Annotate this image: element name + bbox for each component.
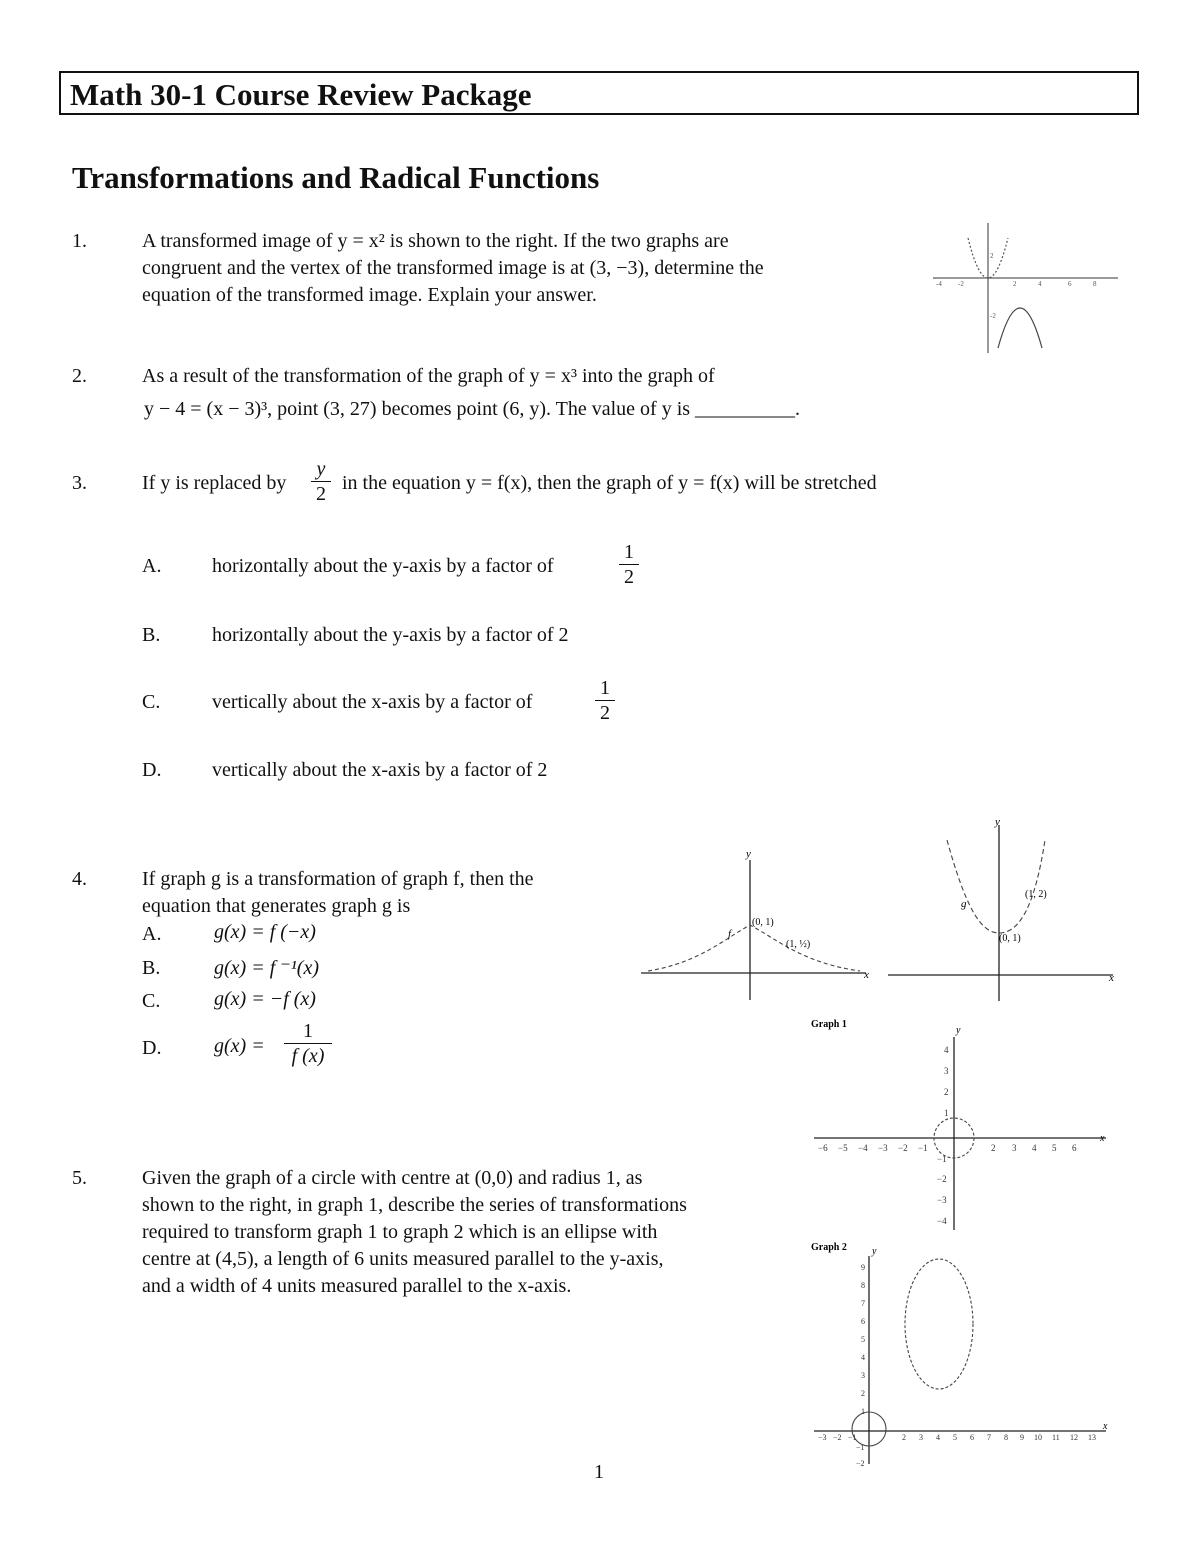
svg-text:−4: −4 (937, 1216, 947, 1226)
q3-option-a-letter: A. (142, 555, 162, 577)
svg-text:-2: -2 (958, 280, 964, 288)
q5-number: 5. (72, 1167, 87, 1189)
q2-number: 2. (72, 365, 87, 387)
q1-line-3: equation of the transformed image. Explain your answer. (142, 284, 597, 306)
svg-text:5: 5 (1052, 1143, 1057, 1153)
svg-text:2: 2 (991, 1143, 996, 1153)
title-box (59, 71, 1139, 115)
svg-text:4: 4 (861, 1353, 865, 1362)
q4-option-d-fraction (284, 1020, 332, 1067)
graph-2-x-label: x (1103, 1421, 1108, 1432)
svg-text:−3: −3 (818, 1433, 827, 1442)
q4-option-d-frac-den: f (x) (291, 1045, 325, 1067)
svg-text:2: 2 (990, 252, 994, 260)
svg-text:3: 3 (944, 1066, 949, 1076)
q3-frac-den: 2 (316, 483, 326, 505)
svg-text:−3: −3 (937, 1195, 947, 1205)
graph-g-point-2: (0, 1) (999, 933, 1021, 944)
svg-text:2: 2 (902, 1433, 906, 1442)
svg-text:5: 5 (953, 1433, 957, 1442)
svg-text:4: 4 (1032, 1143, 1037, 1153)
svg-text:−4: −4 (858, 1143, 868, 1153)
svg-text:5: 5 (861, 1335, 865, 1344)
q4-option-c-letter: C. (142, 990, 161, 1012)
graph-1-y-label: y (956, 1025, 961, 1036)
svg-text:6: 6 (970, 1433, 974, 1442)
q3-option-c-frac-num: 1 (600, 677, 610, 699)
q3-option-d-letter: D. (142, 759, 162, 781)
svg-text:4: 4 (944, 1045, 949, 1055)
q3-stem-fraction (311, 458, 331, 505)
graph-2-y-label: y (872, 1246, 877, 1257)
svg-text:2: 2 (861, 1389, 865, 1398)
svg-text:3: 3 (919, 1433, 923, 1442)
q3-option-c-frac-den: 2 (600, 702, 610, 724)
graph-g-point-1: (1, 2) (1025, 889, 1047, 900)
q5-graph-1 (806, 1015, 1112, 1233)
svg-text:−1: −1 (856, 1443, 865, 1452)
svg-text:8: 8 (861, 1281, 865, 1290)
svg-text:13: 13 (1088, 1433, 1096, 1442)
q1-transformed-parabola (998, 308, 1042, 348)
svg-text:−2: −2 (898, 1143, 908, 1153)
graph-2-ellipse (905, 1259, 973, 1389)
q3-number: 3. (72, 472, 87, 494)
svg-text:4: 4 (1038, 280, 1042, 288)
svg-text:10: 10 (1034, 1433, 1042, 1442)
q3-stem-after: in the equation y = f(x), then the graph of y = f(x) will be stretched (342, 472, 877, 494)
q4-graph-g (885, 815, 1120, 1005)
q3-option-d-text: vertically about the x-axis by a factor of 2 (212, 759, 548, 781)
q3-option-c-letter: C. (142, 691, 161, 713)
q4-option-b-text: g(x) = f ⁻¹(x) (214, 957, 319, 979)
q4-number: 4. (72, 868, 87, 890)
graph-f-point-2: (1, ½) (786, 939, 811, 950)
svg-text:−5: −5 (838, 1143, 848, 1153)
svg-text:-4: -4 (936, 280, 942, 288)
page-number: 1 (594, 1461, 604, 1483)
svg-text:6: 6 (1072, 1143, 1077, 1153)
svg-text:−3: −3 (878, 1143, 888, 1153)
q5-line-5: and a width of 4 units measured parallel to the x-axis. (142, 1275, 572, 1297)
svg-text:−6: −6 (818, 1143, 828, 1153)
graph-g-y-label: y (995, 816, 1000, 828)
svg-text:6: 6 (861, 1317, 865, 1326)
q1-line-2: congruent and the vertex of the transformed image is at (3, −3), determine the (142, 257, 764, 279)
q2-line-2: y − 4 = (x − 3)³, point (3, 27) becomes point (6, y). The value of y is __________. (144, 398, 801, 420)
svg-text:−2: −2 (937, 1174, 947, 1184)
graph-f-point-1: (0, 1) (752, 917, 774, 928)
svg-text:8: 8 (1093, 280, 1097, 288)
graph-2-axes (814, 1256, 1106, 1464)
q4-option-d-letter: D. (142, 1037, 162, 1059)
q5-line-2: shown to the right, in graph 1, describe the series of transformations (142, 1194, 687, 1216)
svg-text:4: 4 (936, 1433, 940, 1442)
q4-graph-f (638, 845, 873, 1005)
graph-1-x-label: x (1100, 1133, 1105, 1144)
q1-tick-labels (936, 252, 1097, 320)
q3-option-b-text: horizontally about the y-axis by a factor of 2 (212, 624, 569, 646)
q4-option-d-frac-num: 1 (303, 1020, 313, 1042)
svg-text:−2: −2 (833, 1433, 842, 1442)
svg-text:1: 1 (861, 1407, 865, 1416)
q3-option-a-frac-den: 2 (624, 566, 634, 588)
q4-option-b-letter: B. (142, 957, 161, 979)
q3-option-a-text: horizontally about the y-axis by a factor of (212, 555, 554, 577)
svg-text:2: 2 (1013, 280, 1017, 288)
svg-text:7: 7 (861, 1299, 865, 1308)
graph-g-axes (888, 825, 1113, 1001)
graph-f-curve (648, 925, 860, 971)
q4-option-c-text: g(x) = −f (x) (214, 988, 316, 1010)
svg-text:−2: −2 (856, 1459, 865, 1468)
q3-option-b-letter: B. (142, 624, 161, 646)
svg-text:−1: −1 (937, 1154, 947, 1164)
q5-line-4: centre at (4,5), a length of 6 units measured parallel to the y-axis, (142, 1248, 664, 1270)
svg-text:9: 9 (1020, 1433, 1024, 1442)
q1-axes (933, 223, 1118, 353)
q1-parabola-graph (928, 218, 1123, 358)
q3-option-a-frac-num: 1 (624, 541, 634, 563)
q3-frac-num: y (316, 458, 326, 480)
q3-option-c-text: vertically about the x-axis by a factor of (212, 691, 533, 713)
graph-1-label: Graph 1 (811, 1019, 847, 1030)
q3-option-c-fraction (595, 677, 615, 724)
svg-text:12: 12 (1070, 1433, 1078, 1442)
q4-line-1: If graph g is a transformation of graph f, then the (142, 868, 534, 890)
q4-option-a-text: g(x) = f (−x) (214, 921, 316, 943)
graph-2-label: Graph 2 (811, 1242, 847, 1253)
graph-g-curve (947, 840, 1045, 933)
svg-text:1: 1 (944, 1108, 949, 1118)
page-title: Math 30-1 Course Review Package (70, 77, 532, 112)
q4-line-2: equation that generates graph g is (142, 895, 411, 917)
svg-text:−1: −1 (848, 1433, 857, 1442)
q4-option-d-text: g(x) = (214, 1035, 265, 1057)
svg-text:9: 9 (861, 1263, 865, 1272)
q2-line-1: As a result of the transformation of the graph of y = x³ into the graph of (142, 365, 715, 387)
svg-text:8: 8 (1004, 1433, 1008, 1442)
q5-graph-2 (806, 1236, 1116, 1471)
q4-option-a-letter: A. (142, 923, 162, 945)
svg-text:-2: -2 (990, 312, 996, 320)
graph-g-x-label: x (1109, 972, 1114, 984)
graph-f-curve-label: f (728, 928, 732, 940)
graph-f-axes (641, 860, 866, 1000)
graph-1-axes (814, 1037, 1106, 1230)
graph-2-ticks (818, 1263, 1096, 1468)
q3-stem-before: If y is replaced by (142, 472, 287, 494)
svg-text:3: 3 (861, 1371, 865, 1380)
svg-text:−1: −1 (918, 1143, 928, 1153)
graph-f-y-label: y (746, 848, 751, 860)
svg-text:11: 11 (1052, 1433, 1060, 1442)
q3-option-a-fraction (619, 541, 639, 588)
q1-number: 1. (72, 230, 87, 252)
svg-text:7: 7 (987, 1433, 991, 1442)
q5-line-3: required to transform graph 1 to graph 2 which is an ellipse with (142, 1221, 658, 1243)
q1-line-1: A transformed image of y = x² is shown to the right. If the two graphs are (142, 230, 729, 252)
graph-1-ticks (818, 1045, 1077, 1226)
section-heading: Transformations and Radical Functions (72, 160, 600, 195)
graph-g-curve-label: g (961, 898, 967, 910)
q5-line-1: Given the graph of a circle with centre at (0,0) and radius 1, as (142, 1167, 643, 1189)
svg-text:2: 2 (944, 1087, 949, 1097)
svg-text:3: 3 (1012, 1143, 1017, 1153)
svg-text:6: 6 (1068, 280, 1072, 288)
graph-f-x-label: x (864, 969, 869, 981)
